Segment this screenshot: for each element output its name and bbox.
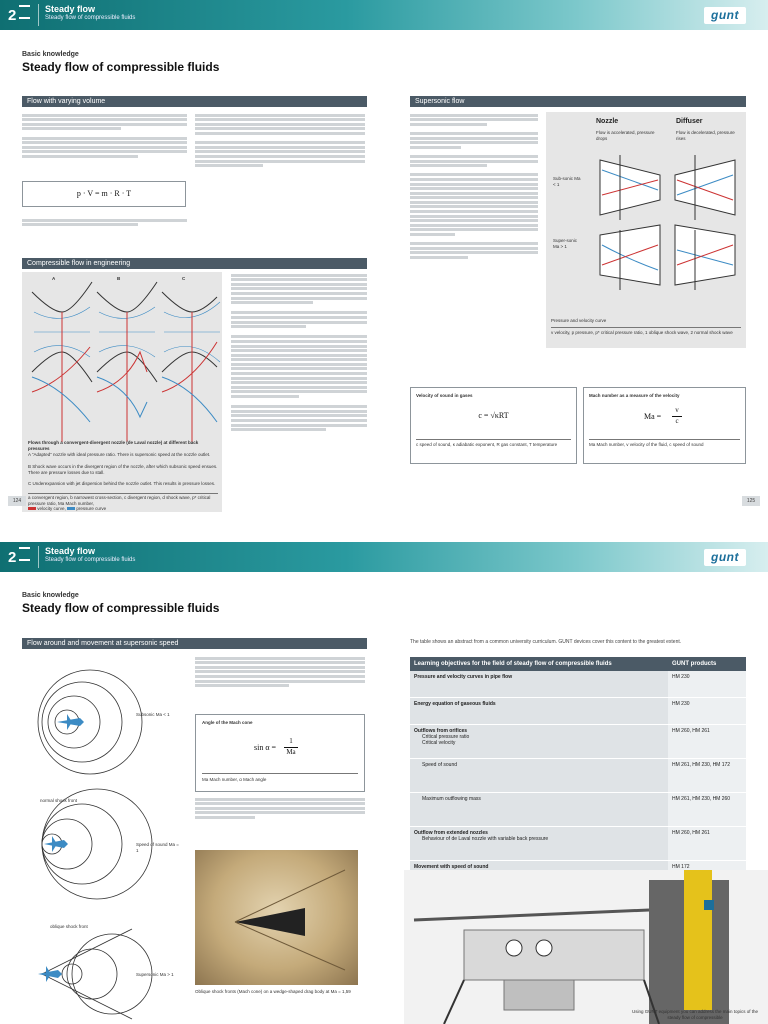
chapter-banner (0, 542, 768, 572)
text-column (410, 112, 538, 261)
product-photo (404, 870, 768, 1024)
row-label-subsonic: Sub-sonic Ma < 1 (553, 176, 581, 187)
nozzle-title: Nozzle (596, 118, 619, 125)
diffuser-title: Diffuser (676, 118, 703, 125)
legend-velocity: velocity curve, (37, 506, 66, 511)
page-spread-bottom (0, 512, 768, 1024)
chapter-number: 2 (8, 5, 30, 24)
mach-number-legend: Ma Mach number, v velocity of the fluid, c speed of sound (589, 442, 704, 447)
caption-divider (28, 493, 218, 494)
banner-subsection: Steady flow of compressible fluids (45, 15, 136, 21)
ideal-gas-formula-box (22, 181, 186, 207)
page-title: Steady flow of compressible fluids (22, 601, 220, 615)
ideal-gas-formula: p · V = m · R · T (76, 189, 132, 198)
mach-cone-formula-numerator: 1 (289, 737, 293, 745)
page-title: Steady flow of compressible fluids (22, 60, 220, 74)
laval-nozzle-figure (22, 272, 222, 442)
figure-caption-title: Flows through a convergent-divergent nozzle (de Laval nozzle) at different back pressures (28, 440, 199, 451)
products-cell: HM 230 (668, 698, 746, 725)
label-normal-shock-front: normal shock front (40, 798, 78, 803)
mach-cone-box (195, 714, 365, 792)
figure-caption-b: B Shock wave occurs in the divergent region of the nozzle, after which subsonic speed ensues. There are pressure losses due to stall. (28, 464, 218, 475)
legend-swatch-pressure (67, 507, 75, 510)
table-row (410, 759, 746, 793)
speed-of-sound-formula: c = √κRT (478, 411, 509, 420)
speed-of-sound-legend: c speed of sound, κ adiabatic exponent, R gas constant, T temperature (416, 442, 558, 447)
objective-cell (410, 671, 668, 698)
products-cell: HM 261, HM 230, HM 260 (668, 793, 746, 827)
table-row (410, 671, 746, 698)
text-column (195, 796, 365, 821)
section-heading-supersonic-flow: Supersonic flow (410, 96, 746, 107)
mach-cone-title: Angle of the Mach cone (202, 720, 253, 725)
nozzle-text: Flow is accelerated, pressure drops (596, 130, 655, 141)
section-heading-supersonic-speed: Flow around and movement at supersonic speed (22, 638, 367, 649)
chapter-icon (19, 5, 30, 19)
table-row (410, 698, 746, 725)
chapter-icon (19, 547, 30, 561)
supersonic-caption: Pressure and velocity curve (551, 318, 607, 323)
eyebrow: Basic knowledge (22, 51, 79, 58)
mach-cone-legend: Ma Mach number, α Mach angle (202, 777, 267, 782)
objective-cell (410, 759, 668, 793)
figure-label-b: B (117, 276, 121, 281)
products-cell: HM 230 (668, 671, 746, 698)
legend-text: a convergent region, b narrowest cross-section, c divergent region, d shock wave, p* critical pressure ratio, Ma Mach number, (28, 495, 211, 506)
mach-number-title: Mach number as a measure of the velocity (589, 393, 680, 398)
banner-section: Steady flow (45, 546, 96, 556)
products-cell: HM 260, HM 261 (668, 827, 746, 861)
mach-number-box (583, 387, 746, 464)
diffuser-text: Flow is decelerated, pressure rises (676, 130, 735, 141)
objective-sublabel: Behaviour of de Laval nozzle with variable back pressure (422, 836, 549, 842)
objective-cell (410, 725, 668, 759)
objective-cell (410, 793, 668, 827)
mach-cone-figure (22, 654, 182, 1024)
objective-label: Speed of sound (422, 762, 458, 768)
mach-formula-denominator: c (675, 417, 679, 425)
photo-caption: Oblique shock fronts (Mach cone) on a wedge-shaped drag body at Ma = 1,59 (195, 989, 351, 994)
objective-label: Energy equation of gaseous fluids (414, 701, 496, 707)
objective-cell (410, 698, 668, 725)
objective-label: Outflows from orifices (414, 728, 468, 734)
box-divider (202, 773, 358, 774)
eyebrow: Basic knowledge (22, 592, 79, 599)
figure-label-c: C (182, 276, 186, 281)
gunt-device-image (404, 870, 768, 1024)
row-label-supersonic: Super-sonic Ma > 1 (553, 238, 578, 249)
objective-label: Movement with speed of sound (414, 864, 489, 870)
page-number-left: 124 (8, 496, 26, 506)
banner-section: Steady flow (45, 4, 96, 14)
mach-cone-formula-lhs: sin α = (254, 743, 277, 752)
legend-swatch-velocity (28, 507, 36, 510)
supersonic-legend: v velocity, p pressure, p* critical pressure ratio, 1 oblique shock wave, 2 normal shock wave (551, 330, 733, 335)
chapter-number: 2 (8, 547, 30, 566)
objective-label: Outflow from extended nozzles (414, 830, 488, 836)
schlieren-photo (195, 850, 358, 985)
page-number-right: 125 (742, 496, 760, 506)
text-column (22, 112, 187, 160)
table-row (410, 827, 746, 861)
box-divider (589, 439, 740, 440)
table-header-objectives: Learning objectives for the field of steady flow of compressible fluids (410, 657, 668, 671)
text-column (195, 112, 365, 169)
objective-sublabel: Critical velocity (422, 740, 456, 746)
figure-legend (28, 495, 218, 512)
label-speed-of-sound: Speed of sound Ma = 1 (136, 842, 179, 853)
section-heading-compressible-engineering: Compressible flow in engineering (22, 258, 367, 269)
speed-of-sound-box (410, 387, 577, 464)
chapter-banner (0, 0, 768, 30)
products-cell: HM 261, HM 230, HM 172 (668, 759, 746, 793)
objective-cell (410, 827, 668, 861)
mach-formula-numerator: v (675, 406, 679, 414)
text-column (231, 272, 367, 433)
legend-pressure: pressure curve (76, 506, 107, 511)
products-cell: HM 172 (668, 861, 746, 888)
objective-label: Pressure and velocity curves in pipe flow (414, 674, 513, 680)
label-supersonic: Supersonic Ma > 1 (136, 972, 174, 977)
table-intro: The table shows an abstract from a common university curriculum. GUNT devices cover this content to the greatest extent. (410, 639, 682, 645)
table-row (410, 725, 746, 759)
label-oblique-shock-front: oblique shock front (50, 924, 88, 929)
figure-caption-c: C Underexpansion with jet dispersion behind the nozzle outlet. This results in pressure losses. (28, 481, 216, 486)
text-column (195, 655, 365, 689)
mach-cone-formula-denominator: Ma (286, 748, 296, 756)
figure-label-a: A (52, 276, 56, 281)
caption-divider (551, 327, 741, 328)
objective-sublabel: Critical pressure ratio (422, 734, 470, 740)
mach-formula-lhs: Ma = (644, 412, 662, 421)
box-divider (416, 439, 571, 440)
banner-divider (38, 546, 39, 568)
label-subsonic: Subsonic Ma < 1 (136, 712, 170, 717)
table-header-products: GUNT products (668, 657, 746, 671)
figure-caption-a: A “Adapted” nozzle with ideal pressure ratio. There is supersonic speed at the nozzle outlet. (28, 452, 211, 457)
table-row (410, 793, 746, 827)
product-caption: Using GUNT equipment you can address the main topics of the steady flow of compressible (632, 1009, 758, 1020)
products-cell: HM 260, HM 261 (668, 725, 746, 759)
objective-label: Maximum outflowing mass (422, 796, 481, 802)
wedge-shock-image (195, 850, 358, 985)
gunt-logo: gunt (704, 549, 746, 566)
gunt-logo: gunt (704, 7, 746, 24)
text-column (22, 217, 187, 228)
speed-of-sound-title: Velocity of sound in gases (416, 393, 473, 398)
banner-subsection: Steady flow of compressible fluids (45, 557, 136, 563)
section-heading-flow-varying-volume: Flow with varying volume (22, 96, 367, 107)
table-header-row (410, 657, 746, 671)
nozzle-diffuser-figure (590, 150, 746, 300)
banner-divider (38, 4, 39, 26)
